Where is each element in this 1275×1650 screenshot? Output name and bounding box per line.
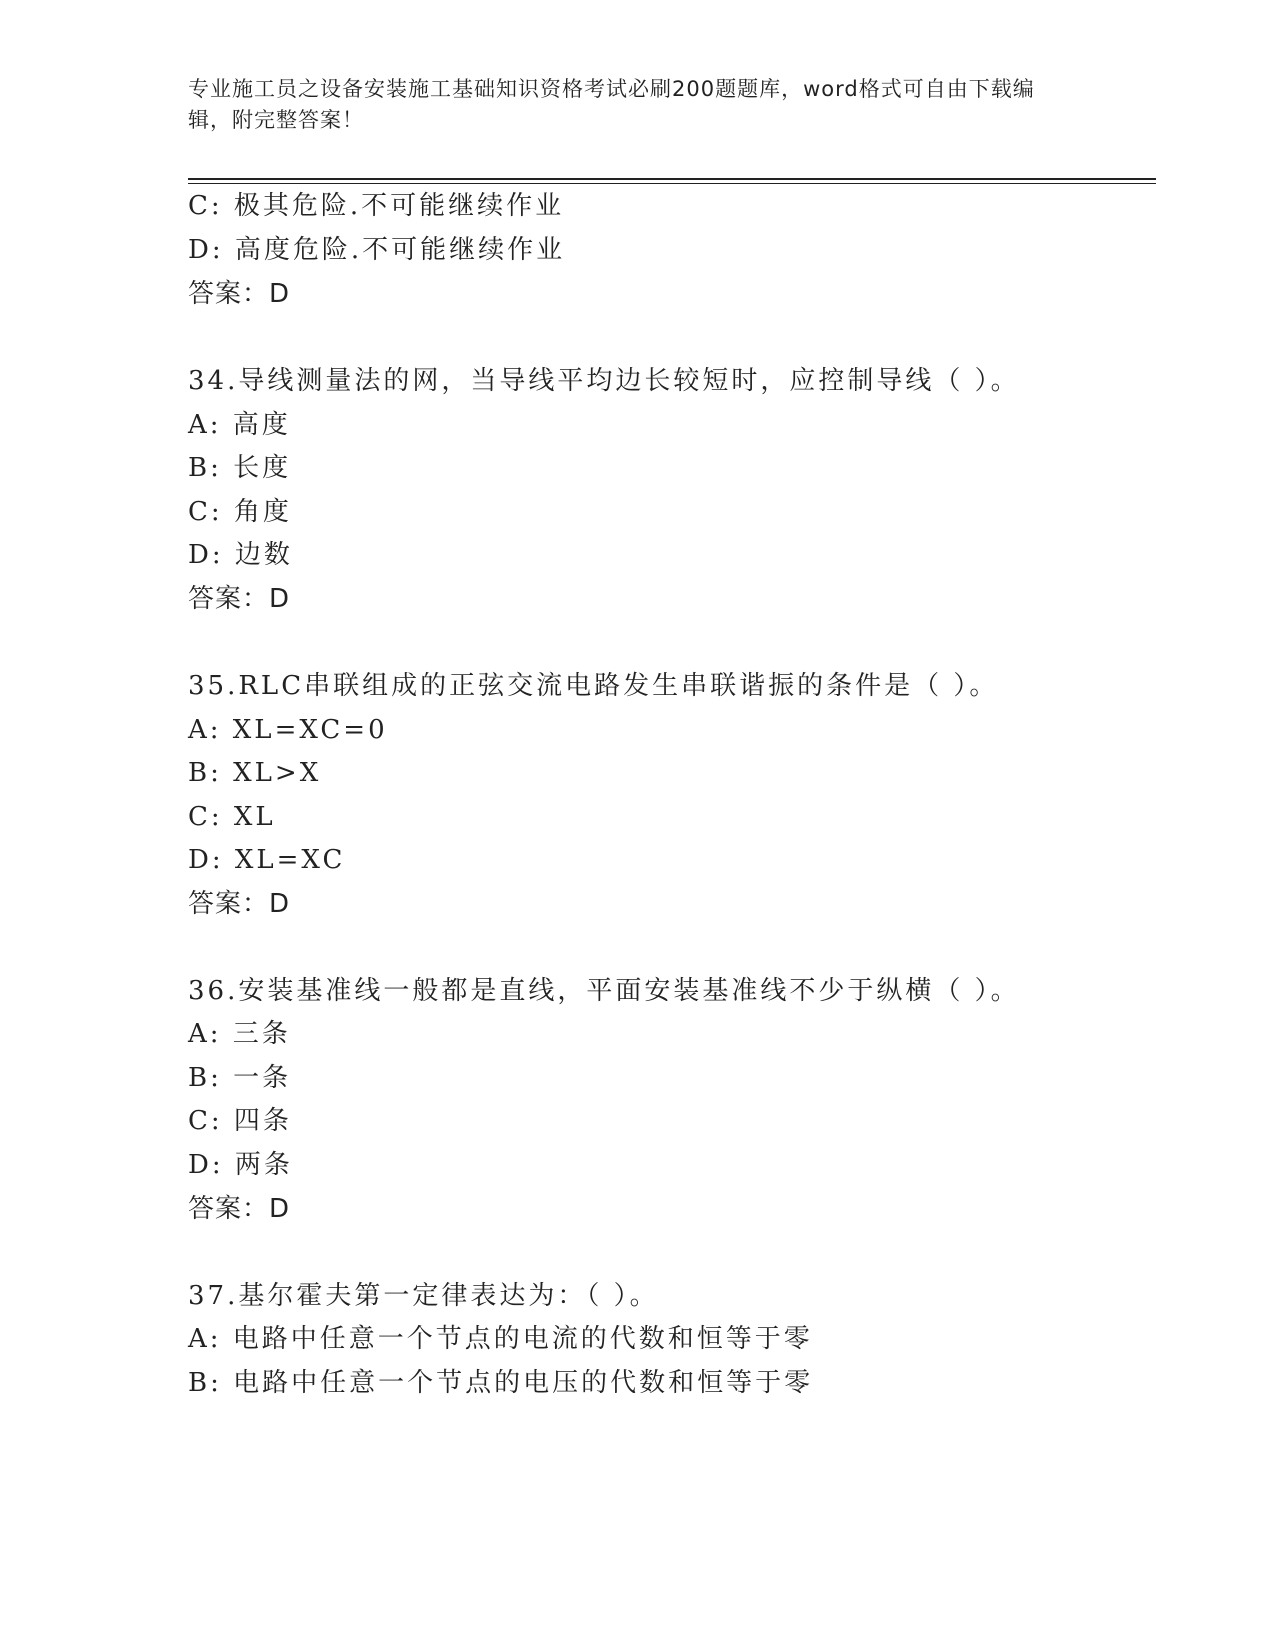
option-line: C: 四条 [188,1106,292,1136]
option-line: D: XL=XC [188,845,346,875]
option-line: C: 极其危险.不可能继续作业 [188,191,565,221]
header-divider-bottom [188,183,1156,184]
question-line: 36.安装基准线一般都是直线，平面安装基准线不少于纵横（ ）。 [188,976,1020,1006]
option-line: B: XL>X [188,758,322,788]
option-line: A: 高度 [188,410,291,440]
option-line: D: 两条 [188,1150,293,1180]
option-line: D: 边数 [188,540,293,570]
answer-line: 答案：D [188,584,291,614]
question-line: 35.RLC串联组成的正弦交流电路发生串联谐振的条件是（ ）。 [188,671,999,701]
option-line: A: 三条 [188,1019,291,1049]
option-line: A: XL=XC=0 [188,715,388,745]
answer-line: 答案：D [188,279,291,309]
option-line: B: 长度 [188,453,292,483]
answer-line: 答案：D [188,1194,291,1224]
header-divider-top [188,178,1156,180]
document-header: 专业施工员之设备安装施工基础知识资格考试必刷200题题库，word格式可自由下载编辑，附完整答案！ [188,77,1035,132]
question-line: 34.导线测量法的网，当导线平均边长较短时，应控制导线（ ）。 [188,366,1020,396]
answer-line: 答案：D [188,889,291,919]
option-line: B: 一条 [188,1063,292,1093]
option-line: C: XL [188,802,276,832]
option-line: B: 电路中任意一个节点的电压的代数和恒等于零 [188,1368,814,1398]
option-line: A: 电路中任意一个节点的电流的代数和恒等于零 [188,1324,813,1354]
question-line: 37.基尔霍夫第一定律表达为：（ ）。 [188,1281,659,1311]
option-line: C: 角度 [188,497,292,527]
option-line: D: 高度危险.不可能继续作业 [188,235,566,265]
